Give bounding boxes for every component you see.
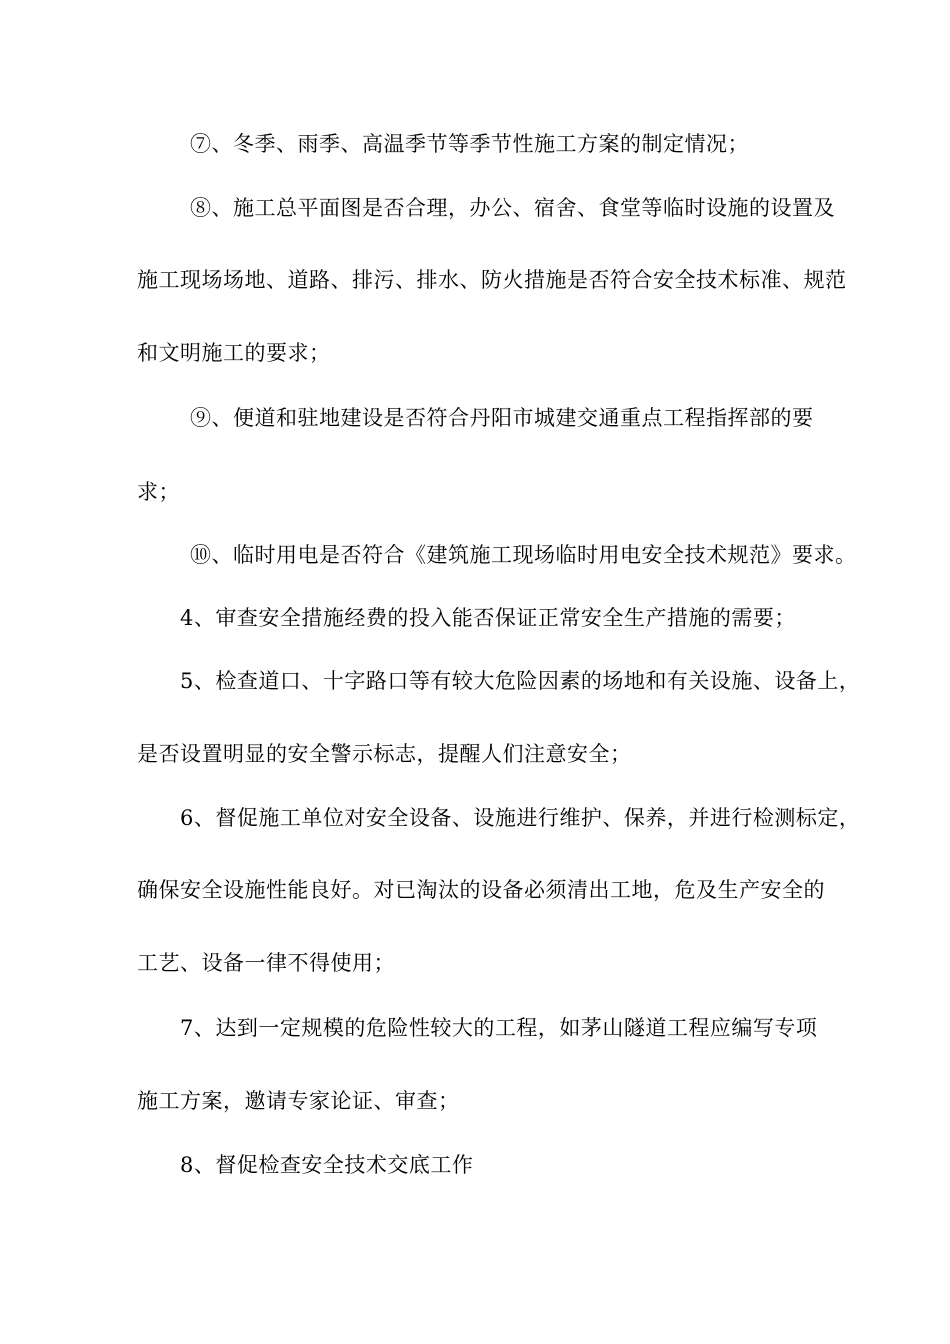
item-6-equipment-maintenance-cont-1: 确保安全设施性能良好。对已淘汰的设备必须清出工地，危及生产安全的 <box>137 878 825 902</box>
item-4-safety-funding: 4、审查安全措施经费的投入能否保证正常安全生产措施的需要； <box>180 606 796 630</box>
item-8-site-layout-cont-2: 和文明施工的要求； <box>137 341 331 365</box>
item-8-safety-briefing: 8、督促检查安全技术交底工作 <box>180 1153 474 1177</box>
item-7-seasonal-plan: ⑦、冬季、雨季、高温季节等季节性施工方案的制定情况； <box>190 132 749 156</box>
item-6-equipment-maintenance-cont-2: 工艺、设备一律不得使用； <box>137 951 395 975</box>
item-6-equipment-maintenance: 6、督促施工单位对安全设备、设施进行维护、保养，并进行检测标定， <box>180 806 861 830</box>
item-7-dangerous-works: 7、达到一定规模的危险性较大的工程，如茅山隧道工程应编写专项 <box>180 1016 818 1040</box>
item-10-temporary-power: ⑩、临时用电是否符合《建筑施工现场临时用电安全技术规范》要求。 <box>190 543 857 567</box>
item-5-warning-signs-cont: 是否设置明显的安全警示标志，提醒人们注意安全； <box>137 742 632 766</box>
item-8-site-layout: ⑧、施工总平面图是否合理，办公、宿舍、食堂等临时设施的设置及 <box>190 196 835 220</box>
item-9-access-road: ⑨、便道和驻地建设是否符合丹阳市城建交通重点工程指挥部的要 <box>190 406 814 430</box>
item-7-dangerous-works-cont: 施工方案，邀请专家论证、审查； <box>137 1089 460 1113</box>
item-8-site-layout-cont-1: 施工现场场地、道路、排污、排水、防火措施是否符合安全技术标准、规范 <box>137 268 847 292</box>
item-9-access-road-cont: 求； <box>137 480 180 504</box>
item-5-warning-signs: 5、检查道口、十字路口等有较大危险因素的场地和有关设施、设备上， <box>180 669 861 693</box>
